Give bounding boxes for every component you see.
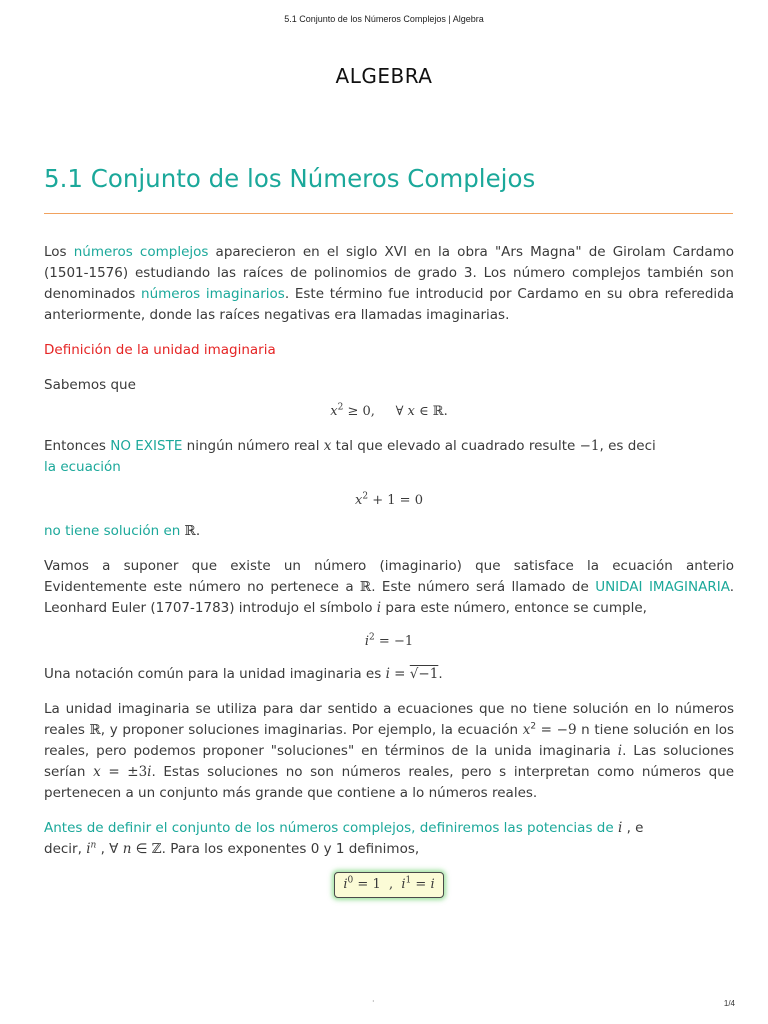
- la-unidad-paragraph: [44, 699, 734, 804]
- text: . Para los exponentes 0 y 1 definimos,: [161, 841, 420, 857]
- unidad-highlight: UNIDAI: [595, 579, 643, 595]
- equation-x-squared-geq-zero: [44, 401, 734, 422]
- end: .: [195, 523, 201, 539]
- var: i: [343, 877, 348, 892]
- page-number: 1/4: [723, 999, 735, 1008]
- end: .: [438, 666, 443, 682]
- text: decir,: [44, 841, 87, 857]
- text: n: [576, 722, 590, 738]
- var: i: [617, 743, 623, 759]
- intro-paragraph: [44, 242, 734, 326]
- sqrt-minus-one: √−1: [409, 666, 439, 682]
- antes-line: [44, 818, 734, 839]
- title-divider: [44, 213, 733, 214]
- var: x: [355, 493, 363, 508]
- value: = ±3: [100, 764, 148, 780]
- text: . Las soluciones serían: [44, 743, 734, 780]
- text: , es deci: [599, 438, 656, 454]
- eq: =: [411, 877, 431, 892]
- text: ningún número real: [182, 438, 324, 454]
- text: aparecieron en el siglo XVI en la obra "Ars Magna" de Girolam: [208, 244, 666, 260]
- var: i: [364, 634, 370, 649]
- var: n: [122, 841, 132, 857]
- text: Evidentemente este número no pertenece a: [44, 579, 360, 595]
- var: x: [330, 404, 338, 419]
- text: complejos también son denominados: [44, 265, 734, 302]
- no-existe-highlight: NO EXISTE: [110, 438, 183, 454]
- link-numeros-imaginarios[interactable]: números imaginarios: [141, 286, 285, 302]
- var: x: [323, 438, 332, 454]
- text: . Este término fue introducid: [284, 286, 484, 302]
- var: i: [617, 820, 623, 836]
- text: números reales: [44, 701, 734, 738]
- equation-i-squared: [44, 631, 734, 652]
- definition-heading: Definición de la unidad imaginaria: [44, 342, 276, 358]
- var: i: [401, 877, 406, 892]
- text: . Leonhard Euler (1707-1783) introdujo el símbolo: [44, 579, 734, 616]
- exp: 2: [337, 402, 344, 413]
- antes-highlight: Antes de definir el conjunto de los números complejos, definiremos las potencias de: [44, 820, 618, 836]
- var: i: [430, 877, 435, 892]
- text: ∈: [131, 841, 152, 857]
- text: imaginaria: [538, 743, 618, 759]
- value: = 1 ,: [353, 877, 402, 892]
- text: , ∀: [96, 841, 123, 857]
- no-tiene-solucion: [44, 521, 734, 542]
- entonces-line: [44, 436, 734, 457]
- set-reals: ℝ: [432, 404, 444, 419]
- powers-definition-box-wrap: [44, 872, 734, 898]
- text: no tiene solución en: [44, 523, 185, 539]
- var: i: [86, 841, 91, 857]
- set-reals: ℝ: [184, 523, 196, 539]
- text: tiene solución en los reales, pero podemos proponer "soluciones" en términos de la unida: [44, 722, 734, 759]
- set-integers: ℤ: [151, 841, 162, 857]
- link-numeros-complejos[interactable]: números complejos: [73, 244, 209, 260]
- var: i: [376, 600, 382, 616]
- exp: 0: [347, 875, 354, 886]
- text: . Estas soluciones no son números reales, pero s: [151, 764, 507, 780]
- exp: 1: [405, 875, 412, 886]
- decir-line: [44, 839, 734, 860]
- sabemos-text: Sabemos que: [44, 377, 136, 393]
- text: números reales.: [428, 785, 538, 801]
- site-title[interactable]: ALGEBRA: [335, 64, 433, 88]
- rest: + 1 = 0: [368, 493, 423, 508]
- var: x: [407, 404, 415, 419]
- la-ecuacion-text: la ecuación: [44, 459, 121, 475]
- var: i: [147, 764, 152, 780]
- rest: = −1: [374, 634, 414, 649]
- rel: ≥ 0, ∀: [343, 404, 408, 419]
- set-reals: ℝ: [360, 579, 372, 595]
- page-title: 5.1 Conjunto de los Números Complejos: [44, 164, 536, 193]
- exp: n: [90, 840, 97, 851]
- var: x: [522, 722, 531, 738]
- exp: 2: [362, 491, 369, 502]
- var: i: [385, 666, 390, 682]
- text: para este número, entonce: [381, 600, 569, 616]
- text: se cumple,: [573, 600, 647, 616]
- text: Cardamo (1501-1576) estudiando las raíces de polinomios de grado 3. Los número: [44, 244, 734, 281]
- text: Los: [44, 244, 74, 260]
- text: interpretan como números que pertenecen a un conjunto más grande que contiene a lo: [44, 764, 734, 801]
- exp: 2: [530, 721, 537, 732]
- text: , y proponer soluciones imaginarias. Por ejemplo, la ecuación: [100, 722, 523, 738]
- exp: 2: [369, 632, 375, 643]
- vamos-paragraph: [44, 556, 734, 619]
- notacion-line: [44, 664, 734, 685]
- text: tal que elevado al cuadrado resulte: [331, 438, 580, 454]
- text: , e: [622, 820, 644, 836]
- var: x: [93, 764, 101, 780]
- small-mark: ·: [372, 997, 375, 1006]
- text: La unidad imaginaria se utiliza para dar sentido a ecuaciones que no tiene solución en lo: [44, 701, 670, 717]
- powers-definition-box: [334, 872, 443, 898]
- text: por Cardamo en su obra referedida anteriormente, donde las raíces negativas era: [44, 286, 735, 323]
- imaginaria-highlight: IMAGINARIA: [648, 579, 730, 595]
- rest: = −9: [536, 722, 577, 738]
- equation-x-squared-plus-one: [44, 490, 734, 511]
- in: ∈: [414, 404, 433, 419]
- article-body: [44, 242, 734, 898]
- text: llamadas imaginarias.: [360, 307, 510, 323]
- print-header: 5.1 Conjunto de los Números Complejos | Algebra: [284, 14, 484, 24]
- text: Una notación común para la unidad imaginaria es: [44, 666, 386, 682]
- eq: =: [389, 666, 410, 682]
- minus-one: −1: [579, 438, 600, 454]
- set-reals: ℝ: [89, 722, 101, 738]
- text: Vamos a suponer que existe un número (imaginario) que satisface la ecuación anterio: [44, 558, 734, 574]
- end: .: [443, 404, 448, 419]
- text: . Este número será llamado de: [371, 579, 596, 595]
- text: Entonces: [44, 438, 111, 454]
